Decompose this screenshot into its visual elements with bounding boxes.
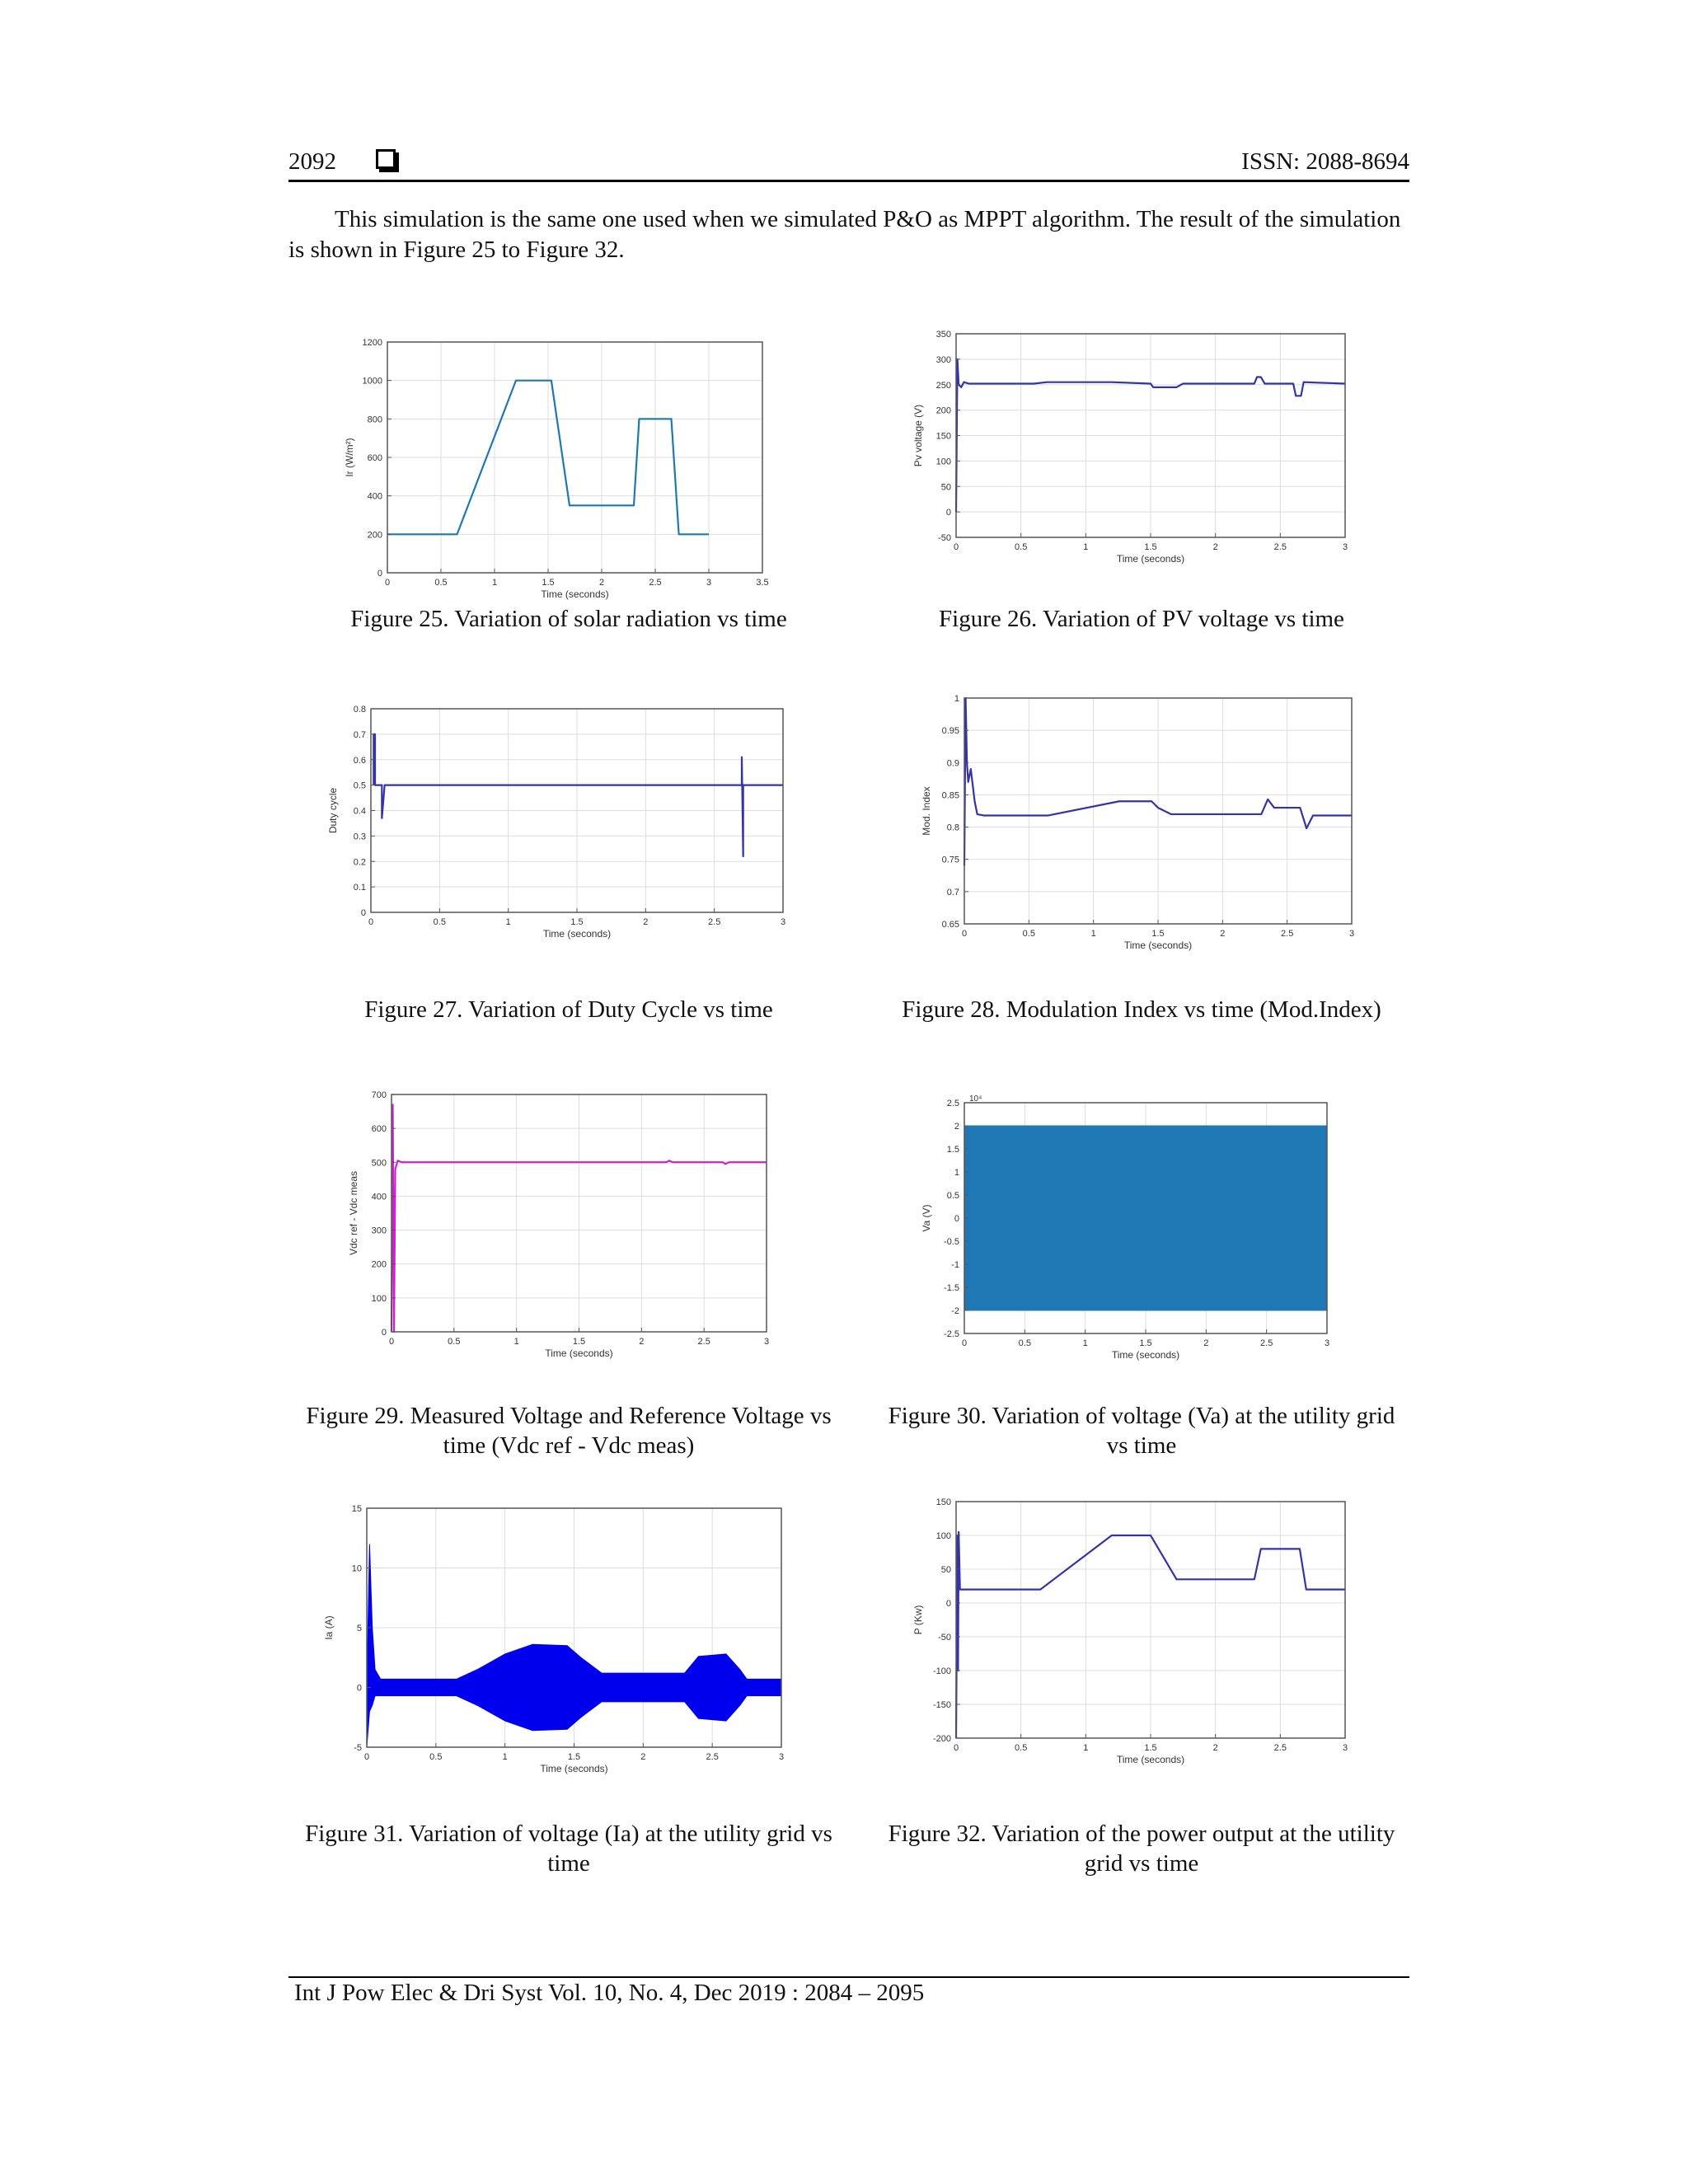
x-tick-label: 0.5 bbox=[433, 917, 446, 927]
x-tick-label: 0.5 bbox=[1022, 929, 1035, 939]
box-icon bbox=[376, 149, 396, 169]
x-tick-label: 0.5 bbox=[448, 1337, 461, 1347]
y-tick-label: 700 bbox=[371, 1090, 387, 1100]
y-tick-label: -150 bbox=[932, 1700, 951, 1710]
y-tick-label: 300 bbox=[935, 354, 951, 365]
x-axis-label: Time (seconds) bbox=[1116, 1754, 1185, 1765]
y-tick-label: 1000 bbox=[362, 376, 382, 387]
y-tick-label: 1200 bbox=[362, 338, 382, 348]
x-tick-label: 0.5 bbox=[434, 578, 448, 588]
y-tick-label: 1.5 bbox=[946, 1145, 959, 1155]
y-tick-label: 300 bbox=[371, 1226, 387, 1236]
y-axis-label: Ir (W/m²) bbox=[344, 438, 355, 477]
intro-text: This simulation is the same one used when we simulated P&O as MPPT algorithm. The result of the simulation is shown in Figure 25 to Figure 32. bbox=[288, 206, 1401, 263]
y-tick-label: -1 bbox=[951, 1260, 959, 1270]
signal-envelope bbox=[964, 1126, 1327, 1310]
y-tick-label: 10 bbox=[351, 1563, 362, 1574]
y-tick-label: 400 bbox=[371, 1192, 387, 1202]
y-tick-label: 100 bbox=[371, 1293, 387, 1304]
y-tick-label: 0.8 bbox=[353, 705, 366, 715]
x-tick-label: 2 bbox=[1203, 1338, 1209, 1348]
y-tick-label: 0.7 bbox=[353, 729, 366, 740]
y-tick-label: 200 bbox=[935, 405, 951, 416]
x-tick-label: 0 bbox=[961, 929, 968, 939]
figure-30-caption: Figure 30. Variation of voltage (Va) at the utility grid vs time bbox=[888, 1403, 1395, 1459]
y-tick-label: 0.4 bbox=[353, 806, 366, 817]
x-tick-label: 2.5 bbox=[708, 917, 721, 927]
x-tick-label: 0 bbox=[388, 1337, 395, 1347]
x-tick-label: 2 bbox=[640, 1752, 646, 1762]
y-tick-label: 0.95 bbox=[941, 726, 959, 737]
x-tick-label: 1 bbox=[1090, 929, 1096, 939]
x-tick-label: 1 bbox=[1083, 1743, 1089, 1753]
x-tick-label: 2.5 bbox=[697, 1337, 710, 1347]
y-tick-label: 15 bbox=[351, 1504, 362, 1514]
figure-32-caption: Figure 32. Variation of the power output at the utility grid vs time bbox=[888, 1821, 1395, 1877]
y-tick-label: 50 bbox=[940, 1565, 951, 1575]
y-tick-label: 150 bbox=[935, 431, 951, 442]
x-tick-label: 0.5 bbox=[1015, 542, 1028, 552]
x-axis-label: Time (seconds) bbox=[1123, 940, 1193, 951]
y-tick-label: 0.6 bbox=[353, 755, 366, 766]
x-tick-label: 1 bbox=[513, 1337, 519, 1347]
y-tick-label: 0.7 bbox=[946, 887, 959, 898]
issn: ISSN: 2088-8694 bbox=[1241, 148, 1409, 175]
x-tick-label: 2.5 bbox=[649, 578, 662, 588]
y-tick-label: 0 bbox=[377, 569, 382, 579]
x-tick-label: 1.5 bbox=[570, 917, 584, 927]
y-tick-label: 200 bbox=[367, 530, 382, 541]
x-tick-label: 2 bbox=[639, 1337, 645, 1347]
x-tick-label: 1 bbox=[1083, 542, 1089, 552]
x-tick-label: 0.5 bbox=[1015, 1743, 1028, 1753]
x-tick-label: 2.5 bbox=[1260, 1338, 1273, 1348]
y-tick-label: 0.3 bbox=[353, 832, 366, 842]
y-axis-label: Vdc ref - Vdc meas bbox=[348, 1170, 359, 1256]
y-multiplier-label: 10⁴ bbox=[969, 1094, 982, 1104]
y-tick-label: 0 bbox=[954, 1214, 959, 1224]
y-tick-label: 0.8 bbox=[946, 823, 959, 833]
figure-25-plot bbox=[338, 330, 783, 610]
figure-26-caption: Figure 26. Variation of PV voltage vs time bbox=[939, 606, 1344, 632]
y-axis-label: Duty cycle bbox=[327, 787, 339, 834]
figure-29-caption: Figure 29. Measured Voltage and Reference Voltage vs time (Vdc ref - Vdc meas) bbox=[306, 1403, 832, 1459]
x-tick-label: 3 bbox=[1342, 1743, 1348, 1753]
x-tick-label: 1 bbox=[491, 578, 498, 588]
y-tick-label: 0.75 bbox=[941, 855, 959, 865]
y-tick-label: 5 bbox=[356, 1624, 362, 1633]
y-tick-label: -100 bbox=[932, 1666, 951, 1676]
x-tick-label: 0 bbox=[953, 542, 959, 552]
x-tick-label: 1.5 bbox=[1144, 542, 1157, 552]
y-tick-label: 0.1 bbox=[353, 883, 366, 893]
x-tick-label: 1.5 bbox=[1151, 929, 1165, 939]
y-tick-label: -1.5 bbox=[944, 1283, 959, 1293]
figure-31-caption: Figure 31. Variation of voltage (Ia) at the utility grid vs time bbox=[305, 1821, 832, 1877]
y-tick-label: 100 bbox=[935, 457, 951, 467]
figure-27-caption: Figure 27. Variation of Duty Cycle vs time bbox=[364, 996, 773, 1023]
y-tick-label: -2 bbox=[951, 1306, 959, 1316]
x-tick-label: 1.5 bbox=[542, 578, 555, 588]
y-tick-label: 0 bbox=[381, 1328, 387, 1338]
x-tick-label: 1.5 bbox=[1144, 1743, 1157, 1753]
y-tick-label: 250 bbox=[935, 380, 951, 391]
figure-28-plot bbox=[915, 688, 1372, 964]
y-axis-label: Ia (A) bbox=[323, 1615, 335, 1640]
x-tick-label: 3 bbox=[780, 917, 786, 927]
y-tick-label: 600 bbox=[371, 1124, 387, 1135]
x-tick-label: 0 bbox=[363, 1752, 370, 1762]
x-tick-label: 0 bbox=[953, 1743, 959, 1753]
x-axis-label: Time (seconds) bbox=[545, 1347, 613, 1359]
y-tick-label: -200 bbox=[932, 1734, 951, 1744]
y-tick-label: 200 bbox=[371, 1259, 387, 1270]
y-tick-label: 100 bbox=[935, 1531, 951, 1541]
y-tick-label: 50 bbox=[940, 482, 951, 493]
y-axis-label: Pv voltage (V) bbox=[912, 404, 924, 467]
x-axis-label: Time (seconds) bbox=[540, 1763, 608, 1774]
y-tick-label: -2.5 bbox=[944, 1329, 959, 1339]
figure-26-plot bbox=[912, 326, 1368, 573]
x-tick-label: 2 bbox=[1212, 1743, 1218, 1753]
y-tick-label: 0.5 bbox=[353, 780, 366, 791]
x-tick-label: 2 bbox=[643, 917, 649, 927]
y-tick-label: 2 bbox=[954, 1122, 959, 1132]
x-tick-label: 1 bbox=[1082, 1338, 1088, 1348]
y-tick-label: 350 bbox=[935, 330, 951, 340]
y-tick-label: 0.85 bbox=[941, 790, 959, 801]
x-tick-label: 2 bbox=[598, 578, 605, 588]
x-tick-label: 0 bbox=[961, 1338, 968, 1348]
x-tick-label: 3.5 bbox=[756, 578, 769, 588]
x-tick-label: 3 bbox=[1342, 542, 1348, 552]
y-tick-label: 0.9 bbox=[946, 758, 959, 769]
y-tick-label: -0.5 bbox=[944, 1237, 959, 1247]
y-tick-label: 150 bbox=[935, 1497, 951, 1507]
x-tick-label: 2 bbox=[1212, 542, 1218, 552]
x-tick-label: 2 bbox=[1220, 929, 1226, 939]
x-tick-label: 1.5 bbox=[567, 1752, 581, 1762]
figure-32-plot bbox=[912, 1493, 1372, 1786]
y-tick-label: -50 bbox=[938, 533, 951, 543]
y-tick-label: 0 bbox=[360, 908, 366, 918]
figure-31-plot bbox=[323, 1496, 795, 1793]
x-tick-label: 3 bbox=[778, 1752, 785, 1762]
x-tick-label: 1.5 bbox=[1139, 1338, 1152, 1348]
y-tick-label: 0 bbox=[945, 508, 951, 518]
footer-rule bbox=[288, 1976, 1409, 1978]
x-tick-label: 2.5 bbox=[1281, 929, 1294, 939]
y-tick-label: 400 bbox=[367, 491, 382, 502]
x-tick-label: 2.5 bbox=[706, 1752, 719, 1762]
x-tick-label: 0.5 bbox=[1018, 1338, 1031, 1348]
y-tick-label: 0.2 bbox=[353, 857, 366, 868]
figure-27-plot bbox=[321, 696, 799, 944]
y-axis-label: Va (V) bbox=[921, 1204, 932, 1232]
x-tick-label: 3 bbox=[1348, 929, 1355, 939]
x-tick-label: 2.5 bbox=[1273, 542, 1287, 552]
x-tick-label: 1 bbox=[505, 917, 511, 927]
y-tick-label: 600 bbox=[367, 453, 382, 463]
x-tick-label: 0 bbox=[384, 578, 391, 588]
y-tick-label: -5 bbox=[354, 1743, 362, 1753]
y-tick-label: 0.5 bbox=[946, 1191, 959, 1201]
y-tick-label: -50 bbox=[938, 1633, 951, 1643]
footer-citation: Int J Pow Elec & Dri Syst Vol. 10, No. 4, Dec 2019 : 2084 – 2095 bbox=[294, 1980, 925, 2006]
y-tick-label: 0 bbox=[356, 1683, 362, 1694]
y-tick-label: 800 bbox=[367, 415, 382, 425]
x-axis-label: Time (seconds) bbox=[1116, 553, 1185, 565]
page-number: 2092 bbox=[288, 148, 336, 175]
y-axis-label: Mod. Index bbox=[921, 786, 932, 836]
figure-25-caption: Figure 25. Variation of solar radiation vs time bbox=[350, 606, 787, 632]
x-tick-label: 0.5 bbox=[429, 1752, 443, 1762]
figure-28-caption: Figure 28. Modulation Index vs time (Mod.Index) bbox=[902, 996, 1381, 1023]
y-tick-label: 0 bbox=[945, 1599, 951, 1609]
x-tick-label: 3 bbox=[763, 1337, 770, 1347]
y-tick-label: 2.5 bbox=[946, 1099, 959, 1108]
x-tick-label: 3 bbox=[706, 578, 712, 588]
y-axis-label: P (Kw) bbox=[912, 1605, 924, 1635]
y-tick-label: 1 bbox=[954, 1168, 959, 1178]
y-tick-label: 0.65 bbox=[941, 920, 959, 930]
intro-paragraph bbox=[288, 204, 1409, 265]
x-tick-label: 1.5 bbox=[572, 1337, 586, 1347]
x-tick-label: 2.5 bbox=[1273, 1743, 1287, 1753]
x-tick-label: 1 bbox=[502, 1752, 508, 1762]
x-tick-label: 3 bbox=[1324, 1338, 1330, 1348]
x-tick-label: 0 bbox=[368, 917, 374, 927]
x-axis-label: Time (seconds) bbox=[541, 588, 609, 600]
y-tick-label: 500 bbox=[371, 1158, 387, 1169]
figure-30-plot bbox=[923, 1094, 1352, 1371]
y-tick-label: 1 bbox=[954, 694, 959, 704]
figure-29-plot bbox=[346, 1086, 779, 1371]
x-axis-label: Time (seconds) bbox=[1111, 1349, 1180, 1361]
header-rule bbox=[288, 180, 1409, 182]
x-axis-label: Time (seconds) bbox=[542, 928, 612, 940]
